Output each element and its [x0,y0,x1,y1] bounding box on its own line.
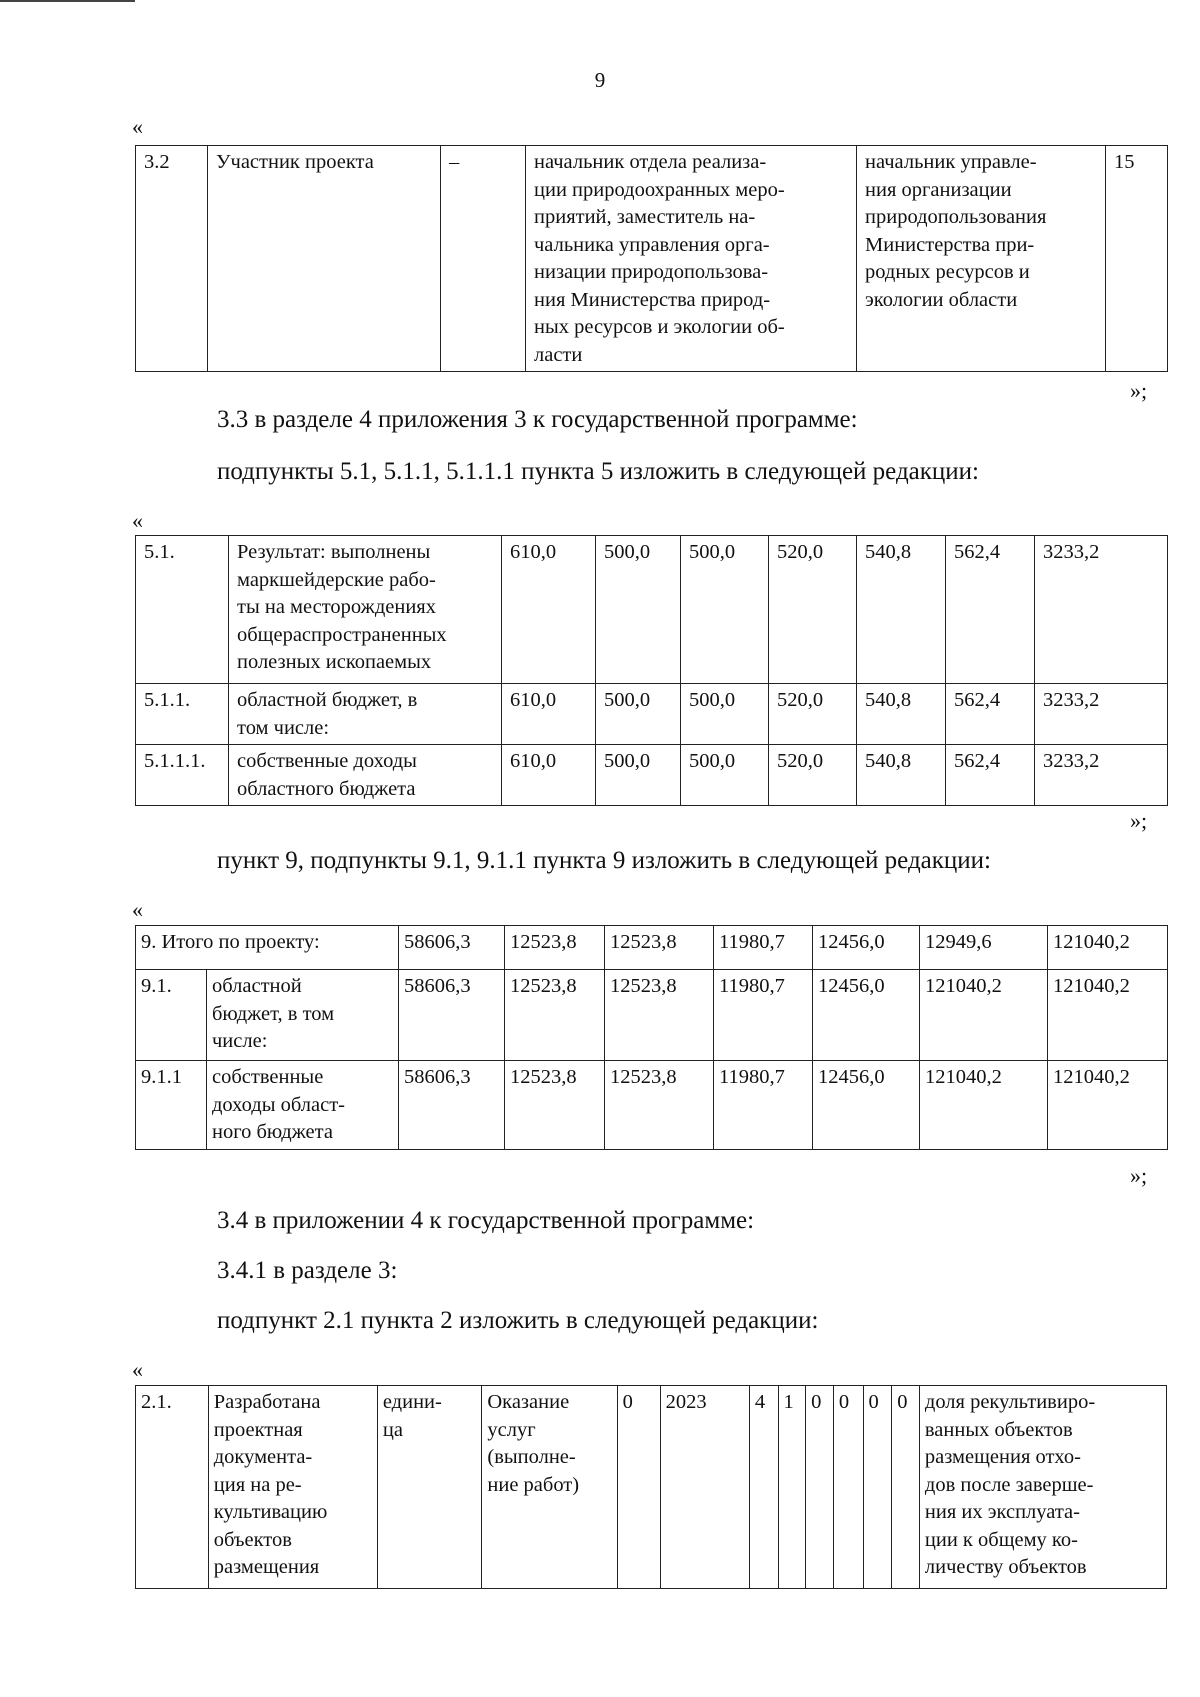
cell-value: 610,0 [502,684,596,745]
cell-unit: едини- ца [377,1386,482,1589]
cell-value: 11980,7 [714,926,813,970]
table-row [136,970,1168,1061]
cell-value: 12523,8 [605,970,714,1061]
cell-value: 12456,0 [813,1061,920,1150]
cell-value: 1 [778,1386,806,1589]
open-quote: « [132,114,143,139]
cell-value: 562,4 [946,536,1035,684]
cell-value: 0 [833,1386,863,1589]
table-5 [135,535,1168,806]
cell-total: 3233,2 [1035,745,1168,806]
cell-total: 121040,2 [1048,1061,1168,1150]
cell-total-label: 9. Итого по проекту: [136,926,399,970]
cell-value: 58606,3 [399,926,505,970]
table-9 [135,925,1168,1150]
cell-value: 4 [749,1386,778,1589]
cell-value: 11980,7 [714,970,813,1061]
paragraph-9: пункт 9, подпункты 9.1, 9.1.1 пункта 9 изложить в следующей редакции: [217,847,991,874]
cell-description: областной бюджет, в том числе: [229,684,502,745]
cell-total: 121040,2 [1048,970,1168,1061]
cell-value: 12949,6 [920,926,1048,970]
open-quote: « [132,1357,143,1382]
paragraph-3-4: 3.4 в приложении 4 к государственной программе: [217,1207,755,1234]
paragraph-3-3-sub: подпункты 5.1, 5.1.1, 5.1.1.1 пункта 5 изложить в следующей редакции: [217,458,979,485]
cell-value: 12523,8 [505,1061,605,1150]
cell-value: 121040,2 [920,1061,1048,1150]
cell-value: 500,0 [596,745,681,806]
cell-value: 520,0 [769,684,857,745]
cell-position: начальник отдела реализа- ции природоохранных меро- приятий, заместитель на- чальника управления орга- низации природопользова- ния Министерства природ- ных ресурсов и экологии об- ласти [526,146,857,372]
table-row [136,1386,1167,1589]
cell-value: 500,0 [681,684,769,745]
cell-value: 540,8 [857,536,946,684]
cell-value: 500,0 [681,536,769,684]
cell-value: 540,8 [857,745,946,806]
cell-number: 3.2 [136,146,208,372]
cell-number: 5.1.1. [136,684,229,745]
cell-description: Результат: выполнены маркшейдерские рабо- ты на месторождениях общераспространенных полезных ископаемых [229,536,502,684]
cell-number: 9.1. [136,970,207,1061]
cell-value: 562,4 [946,684,1035,745]
paragraph-3-3: 3.3 в разделе 4 приложения 3 к государственной программе: [217,406,858,433]
cell-total: 121040,2 [1048,926,1168,970]
cell-value: 500,0 [596,684,681,745]
cell-value: 0 [617,1386,660,1589]
cell-value: 12523,8 [505,926,605,970]
cell-value: 12523,8 [605,1061,714,1150]
table-row [136,146,1168,372]
cell-value: 0 [806,1386,834,1589]
cell-number: 5.1.1.1. [136,745,229,806]
cell-type: Оказание услуг (выполне- ние работ) [482,1386,617,1589]
cell-number: 5.1. [136,536,229,684]
cell-value: 500,0 [681,745,769,806]
cell-number: 9.1.1 [136,1061,207,1150]
page-number: 9 [594,68,606,92]
table-row [136,684,1168,745]
scan-edge-line [0,0,135,2]
paragraph-3-4-1: 3.4.1 в разделе 3: [217,1257,398,1284]
open-quote: « [132,508,143,533]
cell-value: 562,4 [946,745,1035,806]
cell-number: 2.1. [136,1386,209,1589]
cell-role: Участник проекта [208,146,441,372]
close-quote: »; [1130,808,1148,833]
cell-total: 3233,2 [1035,536,1168,684]
cell-description: собственные доходы област- ного бюджета [207,1061,399,1150]
table-row-total [136,926,1168,970]
cell-supervisor: начальник управле- ния организации природопользования Министерства при- родных ресурсов и экологии области [857,146,1106,372]
cell-total: 3233,2 [1035,684,1168,745]
cell-value: 12523,8 [505,970,605,1061]
cell-value: 58606,3 [399,970,505,1061]
cell-value: 540,8 [857,684,946,745]
cell-value: 11980,7 [714,1061,813,1150]
open-quote: « [132,897,143,922]
cell-value: 12456,0 [813,970,920,1061]
paragraph-2-1: подпункт 2.1 пункта 2 изложить в следующей редакции: [217,1307,819,1334]
cell-description: Разработана проектная документа- ция на ре- культивацию объектов размещения [208,1386,377,1589]
cell-value: 0 [863,1386,892,1589]
cell-value: 15 [1106,146,1168,372]
cell-value: 58606,3 [399,1061,505,1150]
cell-description: собственные доходы областного бюджета [229,745,502,806]
cell-value: 520,0 [769,536,857,684]
cell-value: 520,0 [769,745,857,806]
cell-dash: – [441,146,526,372]
cell-value: 12523,8 [605,926,714,970]
cell-value: 500,0 [596,536,681,684]
cell-description: областной бюджет, в том числе: [207,970,399,1061]
cell-value: 121040,2 [920,970,1048,1061]
table-row [136,1061,1168,1150]
cell-value: 610,0 [502,745,596,806]
cell-value: 0 [892,1386,920,1589]
table-2-1 [135,1385,1167,1589]
table-3-2 [135,145,1168,372]
close-quote: »; [1130,1163,1148,1188]
cell-value: 610,0 [502,536,596,684]
table-row [136,536,1168,684]
cell-value: 12456,0 [813,926,920,970]
close-quote: »; [1130,378,1148,403]
cell-year: 2023 [660,1386,749,1589]
table-row [136,745,1168,806]
cell-indicator: доля рекультивиро- ванных объектов размещения отхо- дов после заверше- ния их эксплуата- ции к общему ко- личеству объектов [919,1386,1166,1589]
